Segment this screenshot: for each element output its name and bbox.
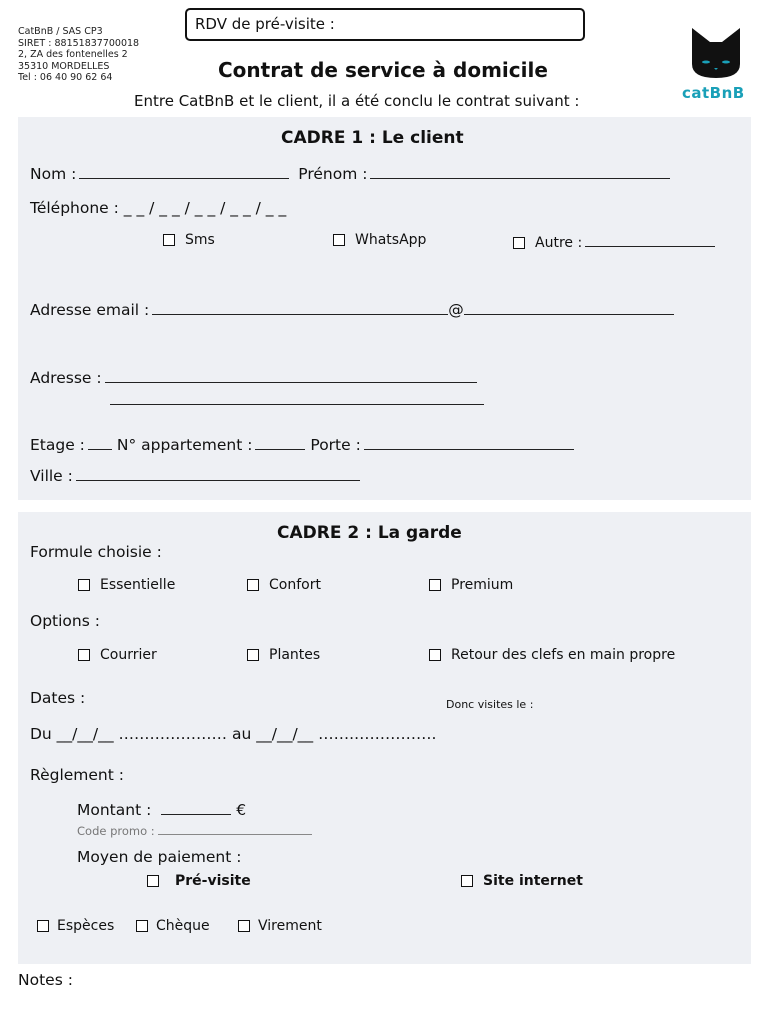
- company-phone: Tel : 06 40 90 62 64: [18, 72, 113, 83]
- etage-row: [30, 435, 574, 454]
- montant-field[interactable]: [161, 800, 231, 815]
- appartement-field[interactable]: [255, 435, 305, 450]
- email-domain-field[interactable]: [464, 300, 674, 315]
- option-courrier[interactable]: [78, 647, 157, 663]
- nom-label: Nom :: [30, 165, 77, 183]
- cheque-label: Chèque: [156, 918, 210, 934]
- especes-label: Espèces: [57, 918, 115, 934]
- cadre2-title: CADRE 2 : La garde: [277, 523, 462, 543]
- company-siret: SIRET : 88151837700018: [18, 37, 140, 49]
- company-city: 35310 MORDELLES: [18, 60, 110, 72]
- formule-label: Formule choisie :: [30, 543, 162, 561]
- autre-checkbox[interactable]: [513, 237, 525, 249]
- company-name: CatBnB / SAS CP3: [18, 26, 103, 37]
- telephone-field[interactable]: Téléphone : _ _ / _ _ / _ _ / _ _ / _ _: [30, 199, 287, 217]
- prenom-label: Prénom :: [298, 165, 368, 183]
- adresse-row: [30, 368, 477, 387]
- reglement-label: Règlement :: [30, 766, 124, 784]
- ville-field[interactable]: [76, 466, 360, 481]
- adresse-label: Adresse :: [30, 369, 102, 387]
- virement-checkbox[interactable]: [238, 920, 250, 932]
- notes-label: Notes :: [18, 971, 73, 989]
- cheque-checkbox[interactable]: [136, 920, 148, 932]
- logo-text: catBnB: [682, 84, 745, 102]
- confort-label: Confort: [269, 577, 321, 593]
- premium-checkbox[interactable]: [429, 579, 441, 591]
- courrier-label: Courrier: [100, 647, 157, 663]
- formule-confort[interactable]: [247, 577, 321, 593]
- prenom-field[interactable]: [370, 164, 670, 179]
- courrier-checkbox[interactable]: [78, 649, 90, 661]
- moyen-label: Moyen de paiement :: [77, 848, 242, 866]
- sms-checkbox[interactable]: [163, 234, 175, 246]
- etage-field[interactable]: [88, 435, 112, 450]
- promo-row: [77, 824, 312, 838]
- contact-whatsapp[interactable]: [333, 232, 426, 248]
- confort-checkbox[interactable]: [247, 579, 259, 591]
- moyen-site-internet[interactable]: [461, 873, 583, 889]
- cat-logo-icon: [688, 24, 744, 80]
- previsite-checkbox[interactable]: [147, 875, 159, 887]
- dates-field[interactable]: Du __/__/__ ………………… au __/__/__ …….…………….: [30, 725, 437, 743]
- email-local-field[interactable]: [152, 300, 448, 315]
- visites-label: Donc visites le :: [446, 698, 534, 711]
- contact-autre[interactable]: [513, 232, 715, 251]
- options-label: Options :: [30, 612, 100, 630]
- payment-cheque[interactable]: [136, 918, 210, 934]
- dates-label: Dates :: [30, 689, 86, 707]
- payment-especes[interactable]: [37, 918, 114, 934]
- option-plantes[interactable]: [247, 647, 320, 663]
- company-address: 2, ZA des fontenelles 2: [18, 49, 128, 60]
- nom-row: [30, 164, 670, 183]
- autre-label: Autre :: [535, 235, 583, 251]
- company-info: [18, 26, 139, 84]
- payment-virement[interactable]: [238, 918, 322, 934]
- plantes-checkbox[interactable]: [247, 649, 259, 661]
- rdv-label: RDV de pré-visite :: [195, 15, 335, 33]
- montant-row: [77, 800, 246, 819]
- contact-sms[interactable]: [163, 232, 215, 248]
- adresse-field-2[interactable]: [110, 404, 484, 405]
- etage-label: Etage :: [30, 436, 85, 454]
- premium-label: Premium: [451, 577, 514, 593]
- formule-essentielle[interactable]: [78, 577, 175, 593]
- retour-clefs-label: Retour des clefs en main propre: [451, 647, 676, 663]
- retour-clefs-checkbox[interactable]: [429, 649, 441, 661]
- porte-label: Porte :: [310, 436, 361, 454]
- sms-label: Sms: [185, 232, 215, 248]
- option-retour-clefs[interactable]: [429, 647, 675, 663]
- essentielle-label: Essentielle: [100, 577, 176, 593]
- montant-label: Montant :: [77, 801, 152, 819]
- site-internet-checkbox[interactable]: [461, 875, 473, 887]
- appartement-label: N° appartement :: [116, 436, 253, 454]
- currency-symbol: €: [236, 801, 247, 819]
- especes-checkbox[interactable]: [37, 920, 49, 932]
- email-label: Adresse email :: [30, 301, 150, 319]
- adresse-field-1[interactable]: [105, 368, 477, 383]
- email-at: @: [448, 301, 464, 319]
- promo-label: Code promo :: [77, 824, 155, 838]
- essentielle-checkbox[interactable]: [78, 579, 90, 591]
- whatsapp-checkbox[interactable]: [333, 234, 345, 246]
- virement-label: Virement: [258, 918, 322, 934]
- document-title: Contrat de service à domicile: [218, 58, 548, 82]
- ville-row: [30, 466, 360, 485]
- cadre1-title: CADRE 1 : Le client: [281, 128, 464, 148]
- whatsapp-label: WhatsApp: [355, 232, 427, 248]
- porte-field[interactable]: [364, 435, 574, 450]
- promo-field[interactable]: [158, 824, 312, 835]
- previsite-label: Pré-visite: [175, 873, 251, 889]
- rdv-field[interactable]: [185, 8, 585, 41]
- site-internet-label: Site internet: [483, 873, 583, 889]
- plantes-label: Plantes: [269, 647, 321, 663]
- autre-field[interactable]: [585, 232, 715, 247]
- email-row: [30, 300, 674, 319]
- nom-field[interactable]: [79, 164, 289, 179]
- intro-text: Entre CatBnB et le client, il a été conclu le contrat suivant :: [134, 92, 580, 110]
- moyen-previsite[interactable]: [147, 873, 251, 889]
- ville-label: Ville :: [30, 467, 73, 485]
- formule-premium[interactable]: [429, 577, 513, 593]
